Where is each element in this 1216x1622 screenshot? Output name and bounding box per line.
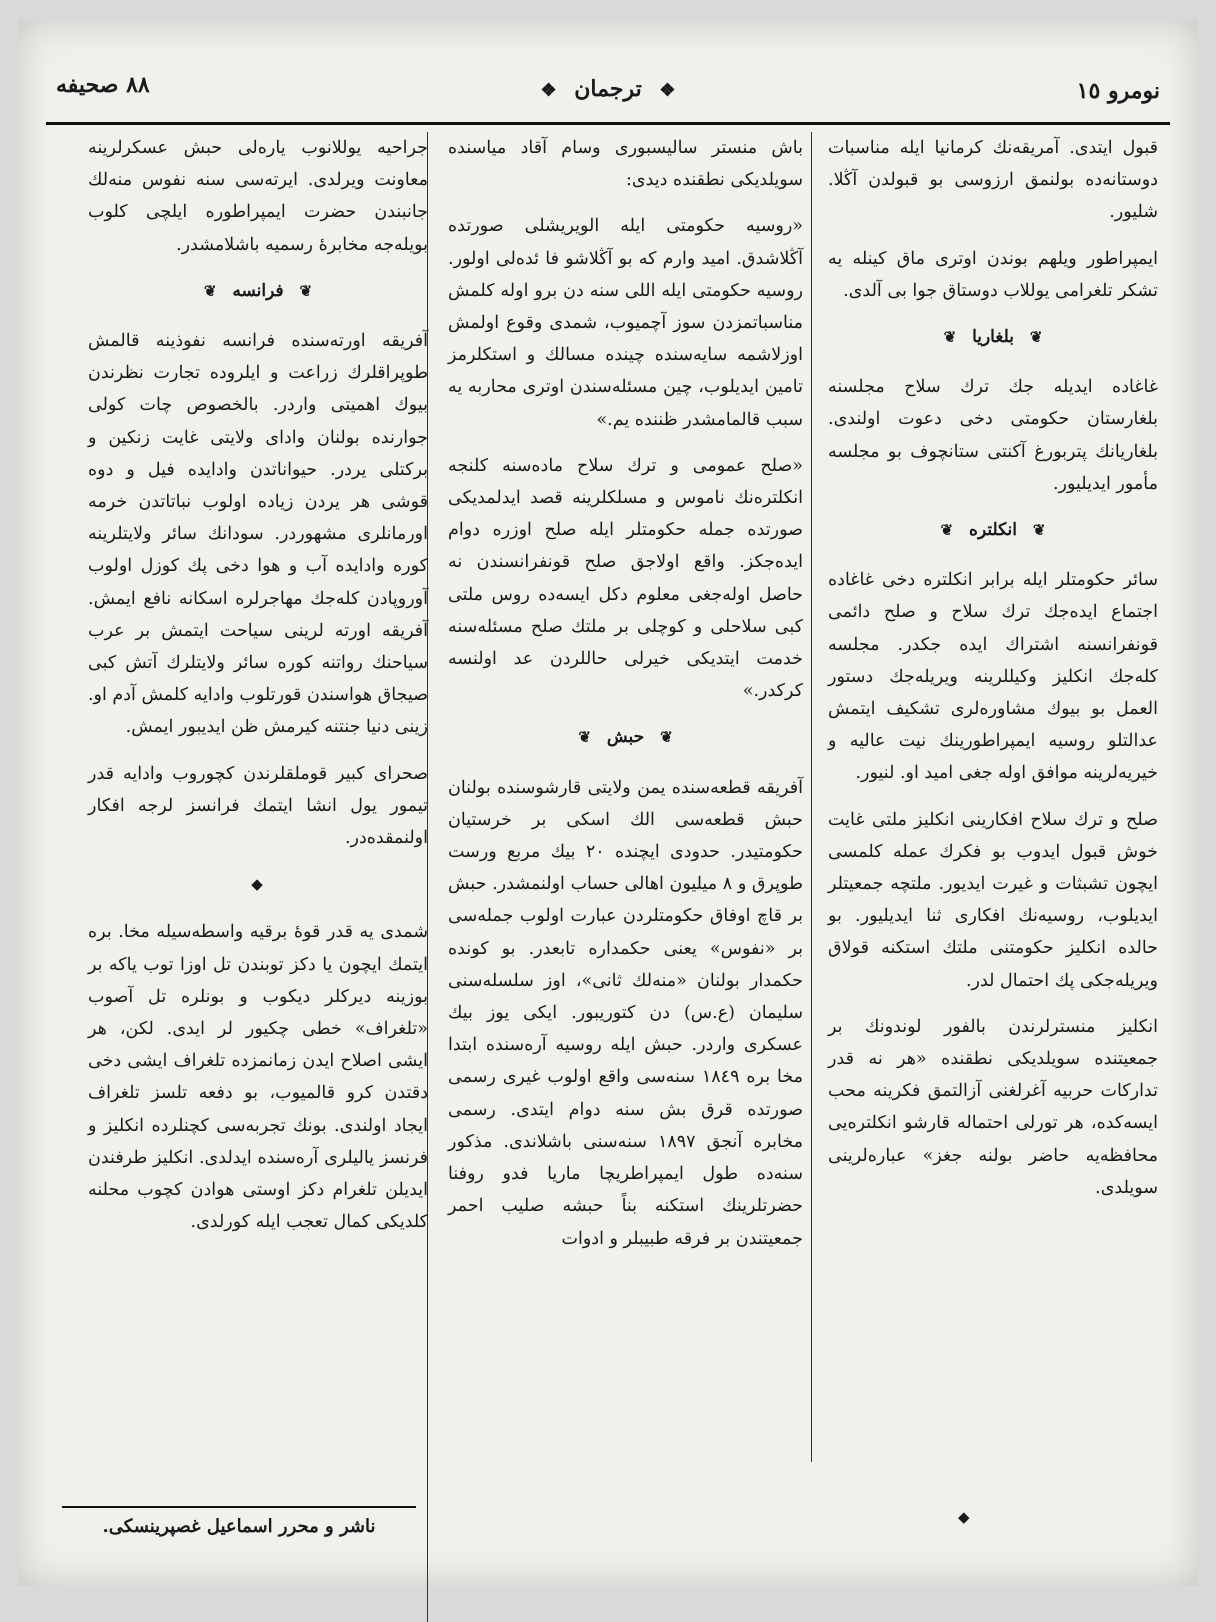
- page-header: [46, 58, 1170, 120]
- section-title: بلغاريا: [972, 327, 1014, 348]
- column-left: [88, 132, 428, 1253]
- paragraph: شمدى يه قدر قوۀ برقيه واسطەسيله مخا. بره ايتمك ايچون يا دكز توبندن تل اوزا توب ياكه بر بوزينه ديركلر ديكوب و بونلره تل آصوب «تلغراف» خطى چكيور لر ايدى. لكن، هر ايشى اصلاح ايدن زمانمزده تلغراف ايشى دخى دقتدن كرو قالميوب، بو دفعه تلسز تلغراف ايجاد اولندى. بونك تجربەسى كچنلرده انكليز و فرنسز ياليلرى آرەسنده ايدلدى. انكليز طرفندن ايديلن تلغرام دكز اوستى هوادن كچوب محلنه كلديكى كمال تعجب ايله كورلدى.: [88, 922, 428, 1233]
- page-number: ٨٨ صحيفه: [56, 72, 150, 98]
- separator-icon: ◆: [251, 875, 265, 894]
- paragraph: «روسيه حكومتى ايله الويريشلى صورتده آڭلاشدق. اميد وارم كه بو آڭلاشو فا ئدەلى اولور. روسيه حكومتى ايله اللى سنه دن برو اوله كلمش مناسباتمزدن سوز آچميوب، شمدى وقوع اولمش اوزلاشمه سايەسنده چينده مسالك و استكلرمز تامين ايديلوب، چين مسئلەسندن اوترى محاربه يه سبب قالمامشدر ظننده يم.»: [448, 216, 803, 430]
- ornament-icon: ❖: [540, 80, 557, 101]
- paragraph: «صلح عمومى و ترك سلاح مادەسنه كلنجه انكلترەنك ناموس و مسلكلرينه قصد ايدلمديكى صورتده جمله حكومتلر ايله صلح اوزره دوام ايدەجكز. واقع اولاجق صلح قونفرانسندن نه حاصل اولەجغى معلوم دكل ايسەده روس ملتى كبى سلاحلى و كوچلى بر ملتك صلح مسئلەسنه خدمت ايتديكى خيرلى حاللردن عد اولنسه كركدر.»: [448, 455, 803, 702]
- section-title: انكلتره: [969, 520, 1017, 541]
- paragraph: باش منستر سالیسبوری وسام آقاد مياسنده سويلديكى نطقنده ديدى:: [448, 138, 803, 191]
- flourish-icon: ❦: [940, 521, 954, 540]
- paragraph: سائر حكومتلر ايله برابر انكلتره دخى غاغاده اجتماع ايدەجك ترك سلاح و صلح دائمى قونفرانسنه اشتراك ايده جكدر. مجلسه كلەجك انكليز وكيللرينه ويريلەجك دستور العمل بو بيوك مشاورەلرى تشكيف ايتمش عدالتلو روسيه ايمپراطورينك نيت عاليه و خيريەلرينه موافق اوله جغى اميد او. لنيور.: [828, 570, 1158, 784]
- flourish-icon: ❦: [943, 328, 957, 347]
- flourish-icon: ❦: [578, 728, 591, 747]
- section-title: فرانسه: [232, 280, 284, 301]
- paragraph: آفريقه اورتەسنده فرانسه نفوذينه قالمش طوپراقلرك زراعت و ايلروده تجارت نظرندن بيوك اهميتى واردر. بالخصوص چات كولى جوارنده بولنان واداى ولايتى غايت زنكين و بركتلى يردر. حيواناتدن وادايده فيل و دوه قوشى هر يردن زياده اولوب نباتاتدن خرمه اورمانلرى مشهوردر. سودانك سائر ولايتلرينه كوره وادايده آب و هوا دخى پك كوزل اولوب آوروپادن كلەجك مهاجرلره اسكانه نافع ايمش. آفريقه اورته لرينى سياحت ايتمش بر عرب سياحنك رواتنه كوره سائر ولايتلرك آتش كبى صيجاق هواسندن قورتلوب وادايه كلمش آدم او. زينى دنيا جنتنه كيرمش ظن ايديبور ايمش.: [87, 331, 428, 738]
- column-middle: [448, 132, 803, 1269]
- flourish-icon: ❦: [1032, 521, 1046, 540]
- paragraph: صلح و ترك سلاح افكارينى انكليز ملتى غايت خوش قبول ايدوب بو فكرك عمله كلمسى ايچون تشبثات و غيرت ايديور. ملتچه جمعيتلر ايديلوب، روسيەنك افكارى ثنا ايديليور. بو حالده انكليز حكومتنى ملتك استكنه قولاق ويريلەجكى پك احتمال لدر.: [828, 809, 1158, 991]
- masthead-title: ترجمان: [574, 76, 642, 102]
- paragraph: جراحيه يوللانوب يارەلى حبش عسكرلرينه معاونت ويرلدى. ايرتەسى سنه نفوس منەلك جانبندن حضرت ايمپراطوره ايلچى كلوب بويلەجه مخابرۀ رسميه باشلامشدر.: [88, 138, 428, 255]
- section-heading-france: [88, 275, 428, 307]
- section-heading-england: [828, 514, 1158, 546]
- flourish-icon: ❦: [660, 728, 673, 747]
- flourish-icon: ❦: [299, 281, 313, 300]
- paragraph: صحراى كبير قوملقلرندن كچوروب وادايه قدر تيمور يول انشا ايتمك فرانسز لرجه افكار اولنمقدەدر.: [88, 763, 428, 849]
- end-ornament-icon: ◆: [958, 1508, 972, 1526]
- flourish-icon: ❦: [1029, 328, 1043, 347]
- newspaper-page: [18, 20, 1198, 1586]
- section-heading-bulgaria: [828, 321, 1158, 353]
- footer-rule: [62, 1506, 416, 1508]
- section-heading-abyssinia: [448, 721, 803, 753]
- section-title: حبش: [606, 727, 645, 748]
- header-rule: [46, 122, 1170, 125]
- column-divider: [811, 132, 812, 1462]
- paragraph: غاغاده ايديله جك ترك سلاح مجلسنه بلغارستان حكومتى دخى دعوت اولندى. بلغاريانك پتربورغ آكنتى ستانچوف بو مجلسه مأمور ايديليور.: [828, 377, 1158, 494]
- column-right: [828, 132, 1158, 1218]
- ornament-icon: ❖: [659, 80, 676, 101]
- paragraph: انكليز منسترلرندن بالفور لوندونك بر جمعيتنده سويلديكى نطقنده «هر نه قدر تداركات حربيه آغرلغنى آزالتمق فكرينه محب ايسه‌كده، هر تورلى احتماله قارشو انكلترەيى محافظەيه حاضر بولنه جغز» عبارەلرينى سويلدى.: [828, 1016, 1158, 1198]
- paragraph: قبول ايتدى. آمريقەنك كرمانيا ايله مناسبات دوستانەده بولنمق ارزوسى بو قبولدن آڭلا. شليور.: [828, 138, 1158, 223]
- masthead: [46, 76, 1170, 102]
- paragraph: ايمپراطور ويلهم بوندن اوترى ماق كينله يه تشكر تلغرامى يوللاب دوستاق جوا بى آلدى.: [828, 248, 1158, 301]
- paragraph: آفريقه قطعەسنده يمن ولايتى قارشوسنده بولنان حبش قطعەسى الك اسكى بر خرستيان حكومتيدر. حدودى ايچنده ٢٠ بيك مربع ورست طوپرق و ٨ ميليون اهالى حساب اولنمشدر. حبش بر قاچ اوفاق حكومتلردن عبارت اولوب جملەسى بر «نفوس» يعنى حكمدارە تابعدر. بو كونده حكمدار بولنان «منەلك ثانى»، اوز سلسلەسنى سليمان (ع.س) دن كتوريبور. ايكى يوز بيك عسكرى واردر. حبش ايله روسيه آرەسنده ابتدا مخا بره ١٨٤٩ سنەسى واقع اولوب غيرى رسمى صورتده قرق بش سنه دوام ايتدى. رسمى مخابره آنجق ١٨٩٧ سنەسنى باشلاندى. مذكور سنەده طول ايمپراطريچا ماريا فدو روفنا حضرتلرينك استكنه بناً حبشه صليب احمر جمعيتندن بر فرقه طبيبلر و ادوات: [448, 777, 803, 1249]
- issue-number: نومرو ١٥: [1076, 78, 1160, 104]
- flourish-icon: ❦: [203, 281, 217, 300]
- publisher-credit: ناشر و محرر اسماعيل غصپرينسكى.: [102, 1516, 376, 1537]
